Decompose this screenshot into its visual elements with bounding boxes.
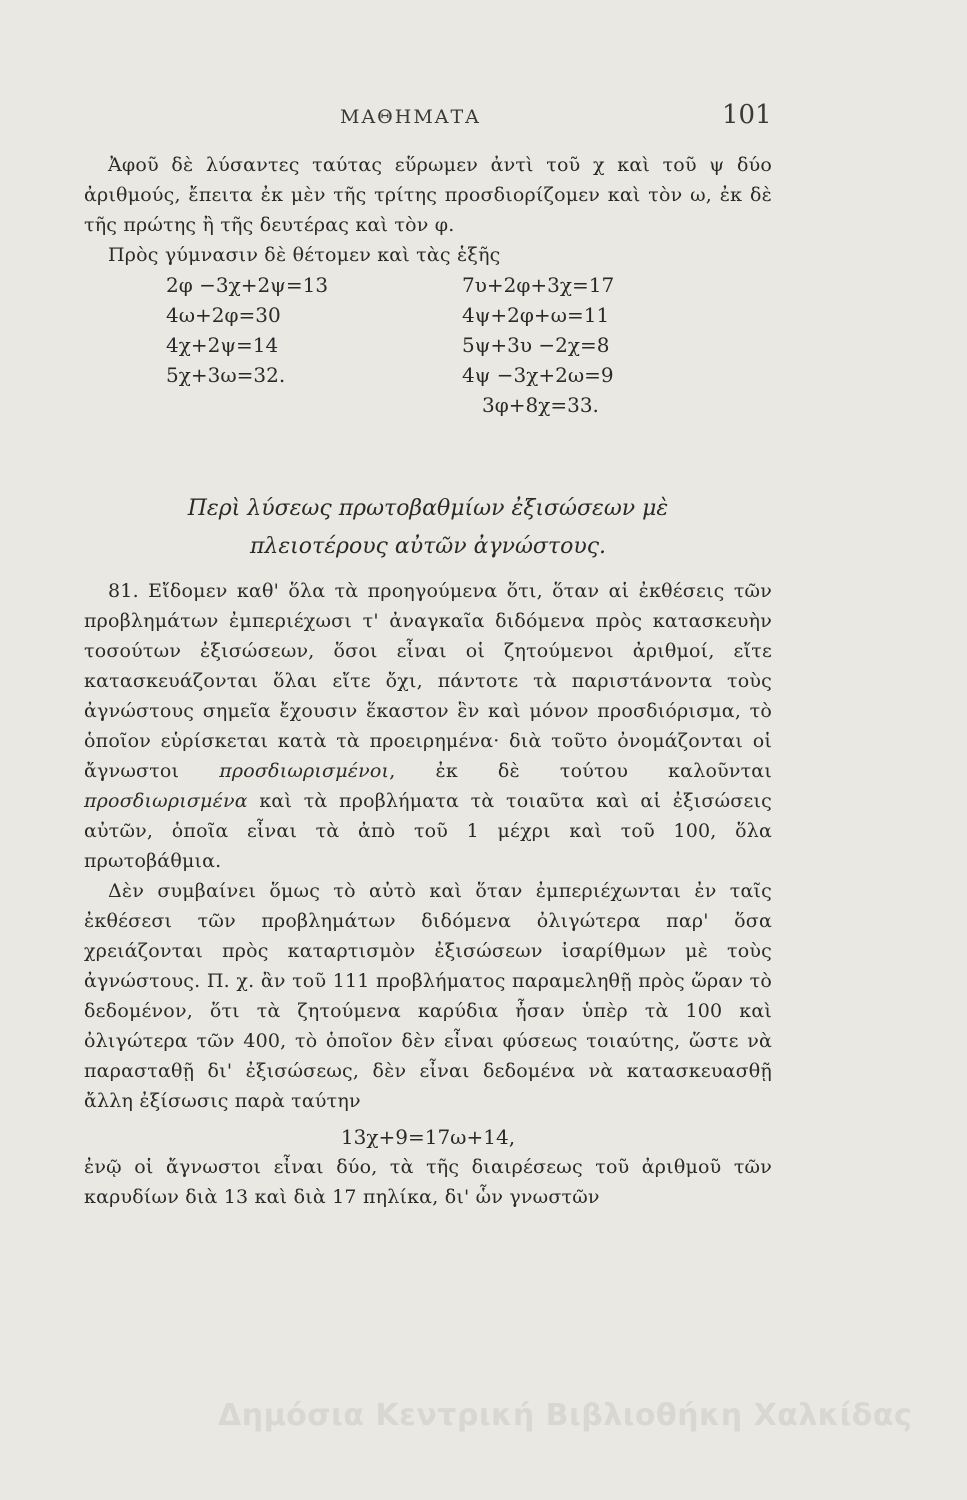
paragraph-81-text-1: Εἴδομεν καθ' ὅλα τὰ προηγούμενα ὅτι, ὅταν αἱ ἐκθέσεις τῶν προβλημάτων ἐμπεριέχωσι τ' ἀναγκαῖα διδόμενα πρὸς κατασκευὴν τοσούτων ἐξισώσεων, ὅσοι εἶναι οἱ ζητούμενοι ἀριθμοί, εἴτε κατασκευάζονται ὅλαι εἴτε ὄχι, πάντοτε τὰ παριστάνοντα τοὺς ἀγνώστους σημεῖα ἔχουσιν ἕκαστον ἓν καὶ μόνον προσδιόρισμα, τὸ ὁποῖον εὑρίσκεται κατὰ τὰ προειρημένα· διὰ τοῦτο ὀνομάζονται οἱ ἄγνωστοι — [84, 580, 772, 782]
equation-right-4: 4ψ −3χ+2ω=9 — [462, 363, 614, 387]
section-title-line-1: Περὶ λύσεως πρωτοβαθμίων ἐξισώσεων μὲ — [187, 496, 669, 521]
equation-left-3: 4χ+2ψ=14 — [166, 333, 279, 357]
centered-equation: 13χ+9=17ω+14, — [340, 1125, 516, 1149]
body-text — [84, 150, 772, 1212]
page-header — [0, 100, 967, 140]
paragraph-2: Δὲν συμβαίνει ὅμως τὸ αὐτὸ καὶ ὅταν ἐμπεριέχωνται ἐν ταῖς ἐκθέσεσι τῶν προβλημάτων διδόμενα ὀλιγώτερα παρ' ὅσα χρειάζονται πρὸς καταρτισμὸν ἐξισώσεων ἰσαρίθμων μὲ τοὺς ἀγνώστους. Π. χ. ἂν τοῦ 111 προβλήματος παραμεληθῇ πρὸς ὥραν τὸ δεδομένον, ὅτι τὰ ζητούμενα καρύδια ἦσαν ὑπὲρ τὰ 100 καὶ ὀλιγώτερα τῶν 400, τὸ ὁποῖον δὲν εἶναι φύσεως τοιαύτης, ὥστε νὰ παρασταθῇ δι' ἐξισώσεως, δὲν εἶναι δεδομένα νὰ κατασκευασθῇ ἄλλη ἐξίσωσις παρὰ ταύτην — [84, 880, 772, 1112]
equation-system — [84, 270, 772, 478]
running-title: ΜΑΘΗΜΑΤΑ — [340, 106, 481, 128]
equation-right-5: 3φ+8χ=33. — [482, 393, 599, 417]
paragraph-81-text-2: , ἐκ δὲ τούτου καλοῦνται — [389, 760, 772, 782]
italic-term-1: προσδιωρισμένοι — [219, 760, 390, 782]
equation-left-2: 4ω+2φ=30 — [166, 303, 281, 327]
section-title-line-2: πλειοτέρους αὐτῶν ἀγνώστους. — [249, 534, 607, 559]
intro-paragraph: Ἀφοῦ δὲ λύσαντες ταύτας εὕρωμεν ἀντὶ τοῦ χ καὶ τοῦ ψ δύο ἀριθμούς, ἔπειτα ἐκ μὲν τῆς τρίτης προσδιορίζομεν καὶ τὸν ω, ἐκ δὲ τῆς πρώτης ἢ τῆς δευτέρας καὶ τὸν φ. — [84, 154, 772, 236]
exercise-heading: Πρὸς γύμνασιν δὲ θέτομεν καὶ τὰς ἑξῆς — [108, 244, 501, 266]
equation-right-1: 7υ+2φ+3χ=17 — [462, 273, 615, 297]
equation-left-1: 2φ −3χ+2ψ=13 — [166, 273, 329, 297]
paragraph-2-continuation: ἐνῷ οἱ ἄγνωστοι εἶναι δύο, τὰ τῆς διαιρέσεως τοῦ ἀριθμοῦ τῶν καρυδίων διὰ 13 καὶ διὰ 17 πηλίκα, δι' ὧν γνωστῶν — [84, 1156, 772, 1208]
equation-left-4: 5χ+3ω=32. — [166, 363, 286, 387]
equation-right-2: 4ψ+2φ+ω=11 — [462, 303, 610, 327]
equation-right-3: 5ψ+3υ −2χ=8 — [462, 333, 610, 357]
paragraph-81 — [84, 576, 772, 876]
library-watermark: Δημόσια Κεντρική Βιβλιοθήκη Χαλκίδας — [218, 1398, 913, 1433]
paragraph-number: 81. — [108, 580, 139, 602]
section-title — [84, 490, 772, 566]
paragraph-81-text-3: καὶ τὰ προβλήματα τὰ τοιαῦτα καὶ αἱ ἐξισώσεις αὐτῶν, ὁποῖα εἶναι τὰ ἀπὸ τοῦ 1 μέχρι καὶ τοῦ 100, ὅλα πρωτοβάθμια. — [84, 790, 772, 872]
page-number: 101 — [722, 100, 772, 130]
italic-term-2: προσδιωρισμένα — [84, 790, 248, 812]
